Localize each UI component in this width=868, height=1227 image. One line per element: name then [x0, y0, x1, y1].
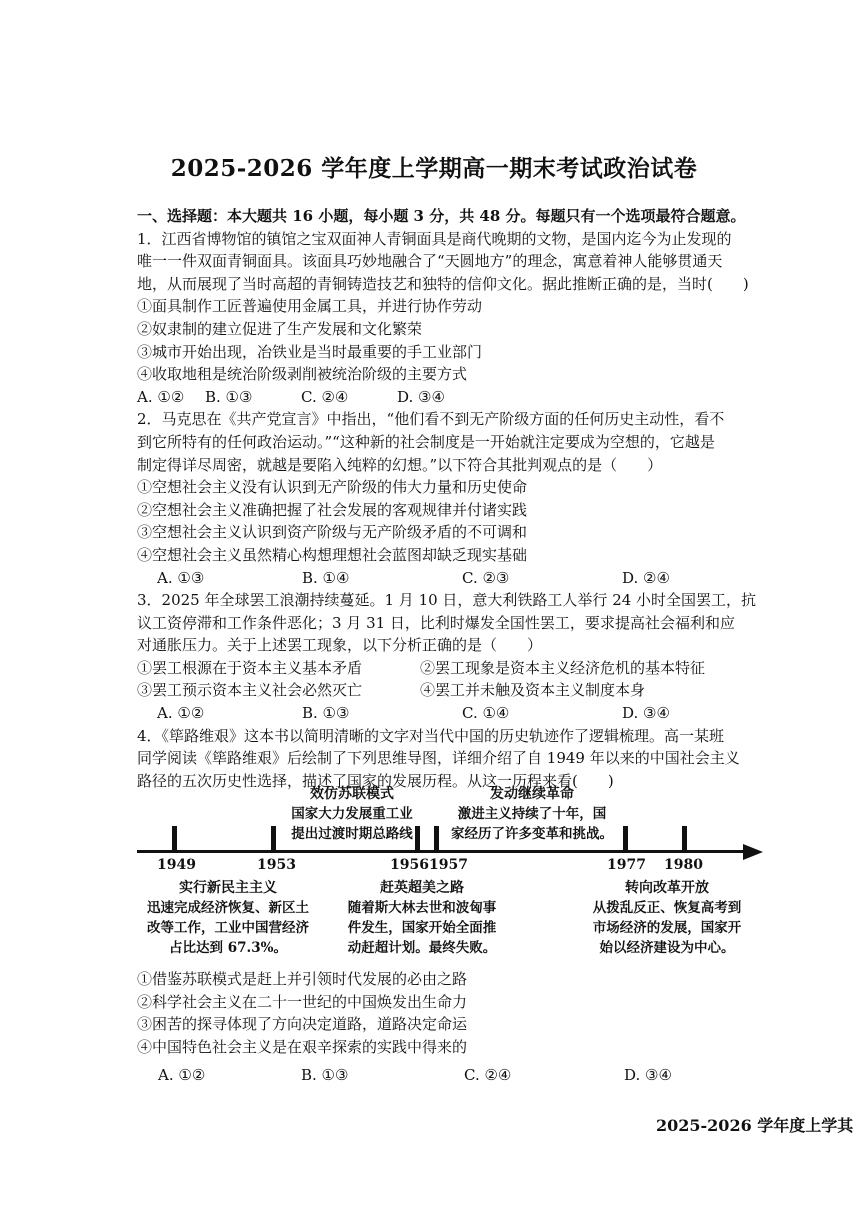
q3-line: 对通胀压力。关于上述罢工现象，以下分析正确的是（ ）	[137, 636, 543, 655]
q4-line: 4．《筚路维艰》这本书以简明清晰的文字对当代中国的历史轨迹作了逻辑梳理。高一某班	[137, 726, 725, 745]
timeline-year: 1980	[664, 857, 703, 873]
q4-statement: ④中国特色社会主义是在艰辛探索的实践中得来的	[137, 1037, 468, 1056]
q1-statement: ②奴隶制的建立促进了生产发展和文化繁荣	[137, 319, 423, 338]
q3-statement: ①罢工根源在于资本主义基本矛盾	[137, 658, 363, 677]
q4-line: 路径的五次历史性选择，描述了国家的发展历程。从这一历程来看( )	[137, 771, 614, 790]
timeline-box-text: 改等工作，工业中国营经济	[147, 920, 309, 936]
q4-statement: ①借鉴苏联模式是赶上并引领时代发展的必由之路	[137, 970, 468, 988]
q1-option-d[interactable]: D. ③④	[397, 387, 445, 406]
timeline-box-heading: 效仿苏联模式	[310, 786, 394, 802]
question-1	[137, 228, 862, 409]
q1-statement: ④收取地租是统治阶级剥削被统治阶级的主要方式	[137, 365, 468, 384]
q2-option-d[interactable]: D. ②④	[622, 568, 670, 587]
q2-line: 到它所特有的任何政治运动。”“这种新的社会制度是一开始就注定要成为空想的，它越是	[137, 432, 715, 451]
timeline-box-heading: 实行新民主主义	[179, 880, 277, 896]
q2-line: 2．马克思在《共产党宣言》中指出，“他们看不到无产阶级方面的任何历史主动性，看不	[137, 410, 725, 429]
q3-option-a[interactable]: A. ①②	[157, 704, 205, 723]
timeline-box-reform-opening	[577, 878, 757, 958]
timeline-box-text: 始以经济建设为中心。	[599, 940, 735, 956]
timeline-box-text: 提出过渡时期总路线	[291, 826, 413, 842]
q2-statement: ④空想社会主义虽然精心构想理想社会蓝图却缺乏现实基础	[137, 545, 528, 564]
q1-statement: ①面具制作工匠普遍使用金属工具，并进行协作劳动	[137, 297, 483, 316]
timeline-box-catch-up	[332, 878, 512, 958]
q3-option-c[interactable]: C. ①④	[462, 704, 510, 723]
q3-line: 3．2025 年全球罢工浪潮持续蔓延。1 月 10 日，意大利铁路工人举行 24 小时全国罢工，抗	[137, 591, 757, 610]
q1-option-b[interactable]: B. ①③	[205, 387, 253, 406]
q2-option-b[interactable]: B. ①④	[302, 568, 350, 587]
timeline-tick	[172, 826, 177, 852]
timeline-box-continuous-revolution	[437, 784, 627, 844]
q3-statement: ②罢工现象是资本主义经济危机的基本特征	[420, 658, 706, 677]
timeline-year: 1957	[429, 857, 468, 873]
timeline-year: 1949	[157, 857, 196, 873]
timeline-box-text: 家经历了许多变革和挑战。	[451, 826, 613, 842]
timeline-box-text: 随着斯大林去世和波匈事	[347, 900, 497, 916]
q3-option-d[interactable]: D. ③④	[622, 704, 670, 723]
timeline-arrow-icon	[743, 844, 763, 860]
q4-line: 同学阅读《筚路维艰》后绘制了下列思维导图，详细介绍了自 1949 年以来的中国社会主义	[137, 749, 740, 768]
timeline-tick	[623, 826, 628, 852]
timeline-year: 1956	[390, 857, 429, 873]
q1-line: 地，从而展现了当时高超的青铜铸造技艺和独特的信仰文化。据此推断正确的是，当时( )	[137, 274, 749, 293]
timeline-box-text: 激进主义持续了十年，国	[457, 806, 607, 822]
q1-option-a[interactable]: A. ①②	[137, 387, 185, 406]
timeline-year: 1977	[607, 857, 646, 873]
q4-option-b[interactable]: B. ①③	[301, 1066, 349, 1084]
q2-options	[157, 567, 862, 590]
q2-statement: ①空想社会主义没有认识到无产阶级的伟大力量和历史使命	[137, 478, 528, 497]
q4-statements	[137, 968, 837, 1058]
timeline-box-text: 件发生，国家开始全面推	[347, 920, 497, 936]
q2-statement: ③空想社会主义认识到资产阶级与无产阶级矛盾的不可调和	[137, 523, 528, 542]
history-timeline	[137, 780, 777, 970]
timeline-box-text: 从拨乱反正、恢复高考到	[592, 900, 742, 916]
q1-line: 唯一一件双面青铜面具。该面具巧妙地融合了“天圆地方”的理念，寓意着神人能够贯通天	[137, 252, 723, 271]
q1-option-c[interactable]: C. ②④	[301, 387, 349, 406]
q2-line: 制定得详尽周密，就越是要陷入纯粹的幻想。”以下符合其批判观点的是（ ）	[137, 455, 663, 474]
q4-statement: ②科学社会主义在二十一世纪的中国焕发出生命力	[137, 992, 468, 1011]
question-2	[137, 408, 862, 589]
timeline-box-text: 国家大力发展重工业	[291, 806, 413, 822]
q1-statement: ③城市开始出现，冶铁业是当时最重要的手工业部门	[137, 342, 483, 361]
q4-option-d[interactable]: D. ③④	[624, 1066, 672, 1084]
exam-title: 2025-2026 学年度上学期高一期末考试政治试卷	[170, 155, 698, 182]
timeline-tick	[271, 826, 276, 852]
q4-statement: ③困苦的探寻体现了方向决定道路，道路决定命运	[137, 1015, 468, 1034]
q2-statement: ②空想社会主义准确把握了社会发展的客观规律并付诸实践	[137, 500, 528, 519]
timeline-tick	[434, 826, 439, 852]
q2-option-a[interactable]: A. ①③	[157, 568, 205, 587]
timeline-box-text: 迅速完成经济恢复、新区土	[147, 900, 309, 916]
q3-statement-row	[137, 657, 862, 680]
timeline-axis	[137, 850, 745, 853]
timeline-box-text: 市场经济的发展，国家开	[592, 920, 742, 936]
q3-line: 议工资停滞和工作条件恶化；3 月 31 日，比利时爆发全国性罢工，要求提高社会福利和应	[137, 613, 735, 632]
q1-line: 1．江西省博物馆的镇馆之宝双面神人青铜面具是商代晚期的文物，是国内迄今为止发现的	[137, 229, 732, 248]
q3-options	[157, 702, 862, 725]
timeline-box-heading: 赶英超美之路	[380, 880, 464, 896]
timeline-year: 1953	[257, 857, 296, 873]
timeline-tick	[415, 826, 420, 852]
q1-options	[137, 386, 862, 409]
question-3	[137, 589, 862, 725]
page-footer: 2025-2026 学年度上学其	[656, 1116, 854, 1135]
questions-area	[137, 205, 862, 792]
q4-options	[158, 1066, 672, 1084]
timeline-box-new-democracy	[135, 878, 321, 958]
timeline-box-heading: 转向改革开放	[625, 880, 709, 896]
timeline-box-text: 动赶超计划。最终失败。	[347, 940, 497, 956]
timeline-box-text: 占比达到 67.3%。	[169, 940, 287, 956]
timeline-tick	[682, 826, 687, 852]
q4-option-c[interactable]: C. ②④	[464, 1066, 512, 1084]
q3-statement: ③罢工预示资本主义社会必然灭亡	[137, 681, 363, 700]
timeline-box-heading: 发动继续革命	[490, 786, 574, 802]
q3-statement-row	[137, 679, 862, 702]
q4-option-a[interactable]: A. ①②	[158, 1066, 206, 1084]
q2-option-c[interactable]: C. ②③	[462, 568, 510, 587]
q3-option-b[interactable]: B. ①③	[302, 704, 350, 723]
q3-statement: ④罢工并未触及资本主义制度本身	[420, 681, 646, 700]
section-heading: 一、选择题：本大题共 16 小题，每小题 3 分，共 48 分。每题只有一个选项最符合题意。	[137, 207, 746, 225]
